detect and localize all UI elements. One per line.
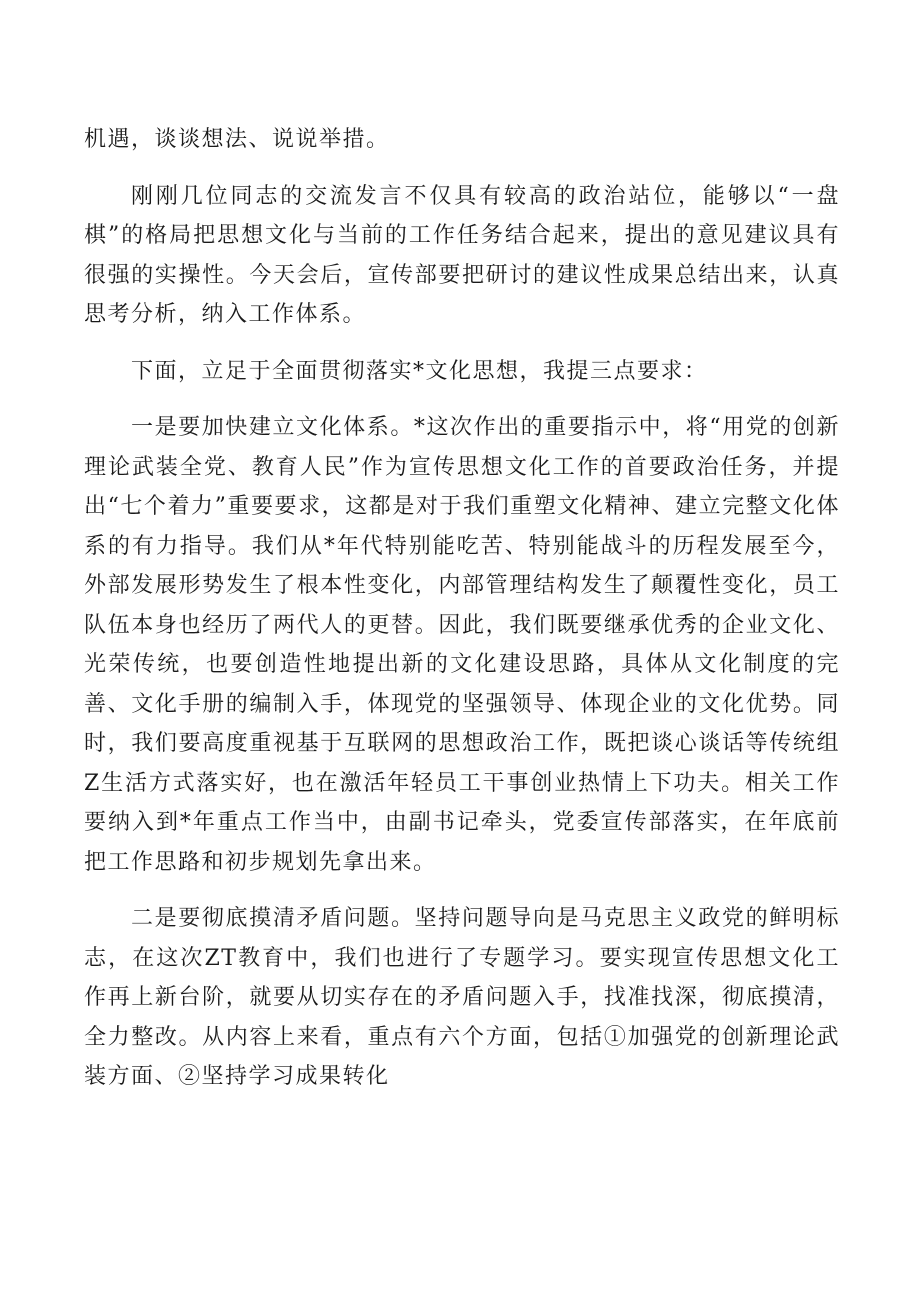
document-body xyxy=(84,120,840,1114)
paragraph-discussion-summary: 刚刚几位同志的交流发言不仅具有较高的政治站位，能够以“一盘棋”的格局把思想文化与当前的工作任务结合起来，提出的意见建议具有很强的实操性。今天会后，宣传部要把研讨的建议性成果总结出来，认真思考分析，纳入工作体系。 xyxy=(84,183,840,327)
paragraph-requirement-two: 二是要彻底摸清矛盾问题。坚持问题导向是马克思主义政党的鲜明标志，在这次ZT教育中，我们也进行了专题学习。要实现宣传思想文化工作再上新台阶，就要从切实存在的矛盾问题入手，找准找深，彻底摸清，全力整改。从内容上来看，重点有六个方面，包括①加强党的创新理论武装方面、②坚持学习成果转化 xyxy=(84,906,840,1089)
paragraph-intro-fragment: 机遇，谈谈想法、说说举措。 xyxy=(84,127,390,152)
paragraph-requirement-one: 一是要加快建立文化体系。*这次作出的重要指示中，将“用党的创新理论武装全党、教育人民”作为宣传思想文化工作的首要政治任务，并提出“七个着力”重要要求，这都是对于我们重塑文化精神、建立完整文化体系的有力指导。我们从*年代特别能吃苦、特别能战斗的历程发展至今，外部发展形势发生了根本性变化，内部管理结构发生了颠覆性变化，员工队伍本身也经历了两代人的更替。因此，我们既要继承优秀的企业文化、光荣传统，也要创造性地提出新的文化建设思路，具体从文化制度的完善、文化手册的编制入手，体现党的坚强领导、体现企业的文化优势。同时，我们要高度重视基于互联网的思想政治工作，既把谈心谈话等传统组Z生活方式落实好，也在激活年轻员工干事创业热情上下功夫。相关工作要纳入到*年重点工作当中，由副书记牵头，党委宣传部落实，在年底前把工作思路和初步规划先拿出来。 xyxy=(84,415,840,875)
paragraph-requirements-lead: 下面，立足于全面贯彻落实*文化思想，我提三点要求： xyxy=(131,358,708,384)
